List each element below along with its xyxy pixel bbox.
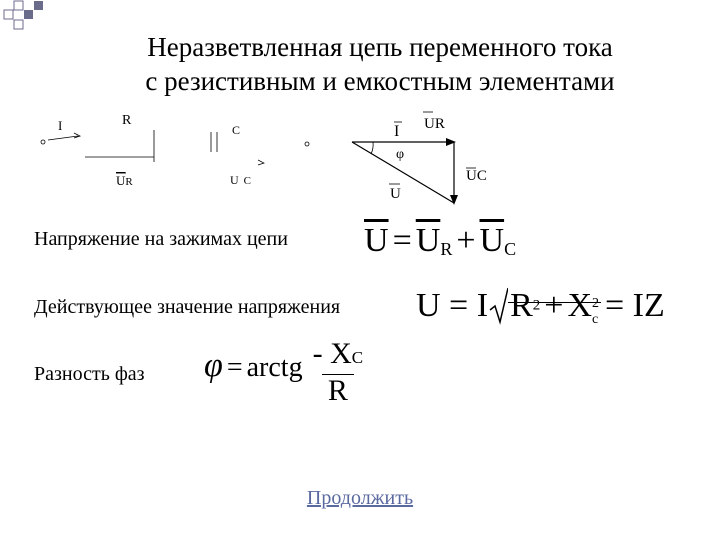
continue-link[interactable]: Продолжить — [306, 487, 414, 509]
svg-text:UR — [116, 173, 133, 188]
formula-plus: + — [456, 222, 476, 259]
formula-iz: = IZ — [605, 287, 665, 324]
voltage-sum-formula — [364, 222, 516, 260]
formula-x-sub: c — [592, 312, 599, 328]
fraction-denominator: R — [322, 374, 354, 407]
svg-text:UC — [230, 173, 251, 187]
fraction-numerator: - X — [312, 337, 352, 370]
voltage-label: Напряжение на зажимах цепи — [34, 228, 288, 250]
rms-voltage-formula — [416, 286, 665, 328]
formula-r: R — [510, 287, 533, 324]
formula-u-i: U = I — [416, 287, 489, 324]
fraction-numerator-sub: C — [351, 348, 364, 367]
phasor-uc-label: U — [466, 168, 477, 184]
circuit-ur-label: U — [116, 173, 126, 188]
formula-x-exp: 2 — [592, 296, 599, 312]
capacitor-label: C — [232, 123, 241, 137]
phase-difference-label: Разность фаз — [34, 363, 145, 385]
svg-text:UR — [424, 116, 445, 132]
phasor-uc-sub: C — [476, 168, 487, 184]
formula-eq: = — [392, 222, 412, 259]
phase-fraction — [307, 338, 370, 407]
title-line-1: Неразветвленная цепь переменного тока — [147, 32, 613, 62]
formula-x: X — [567, 287, 592, 324]
circuit-uc-label: U — [230, 173, 239, 187]
phasor-ur-label: U — [424, 116, 435, 132]
page-title — [40, 30, 720, 98]
formula-uc: $\overline{U}$ — [479, 222, 505, 259]
svg-text:UC — [466, 168, 487, 184]
circuit-uc-sub: C — [243, 175, 252, 187]
title-line-2: с резистивным и емкостным элементами — [145, 66, 615, 96]
terminal-right — [305, 142, 309, 146]
formula-phi: φ — [204, 347, 223, 385]
circuit-ur-sub: R — [125, 176, 133, 188]
sqrt-radicand — [508, 287, 601, 328]
phasor-phi-label: φ — [396, 147, 405, 162]
circuit-current-label: I — [58, 118, 63, 133]
phasor-ur-sub: R — [434, 116, 445, 132]
circuit-diagram — [30, 100, 510, 215]
sqrt-sign — [488, 286, 508, 326]
phase-formula — [204, 338, 369, 407]
formula-uc-sub: C — [504, 239, 517, 259]
resistor-label: R — [122, 113, 132, 128]
formula-u: $\overline{U}$ — [364, 222, 389, 259]
formula-ur: $\overline{U}$ — [415, 222, 441, 259]
formula-plus-2: + — [544, 287, 564, 324]
formula-r-exp: 2 — [532, 297, 541, 314]
formula-arctg: arctg — [246, 352, 303, 384]
phasor-current-label: I — [394, 123, 400, 140]
formula-eq-3: = — [226, 352, 243, 384]
terminal-left — [41, 140, 45, 144]
rms-voltage-label: Действующее значение напряжения — [34, 296, 341, 318]
phasor-u-label: U — [390, 186, 401, 202]
formula-ur-sub: R — [440, 239, 453, 259]
